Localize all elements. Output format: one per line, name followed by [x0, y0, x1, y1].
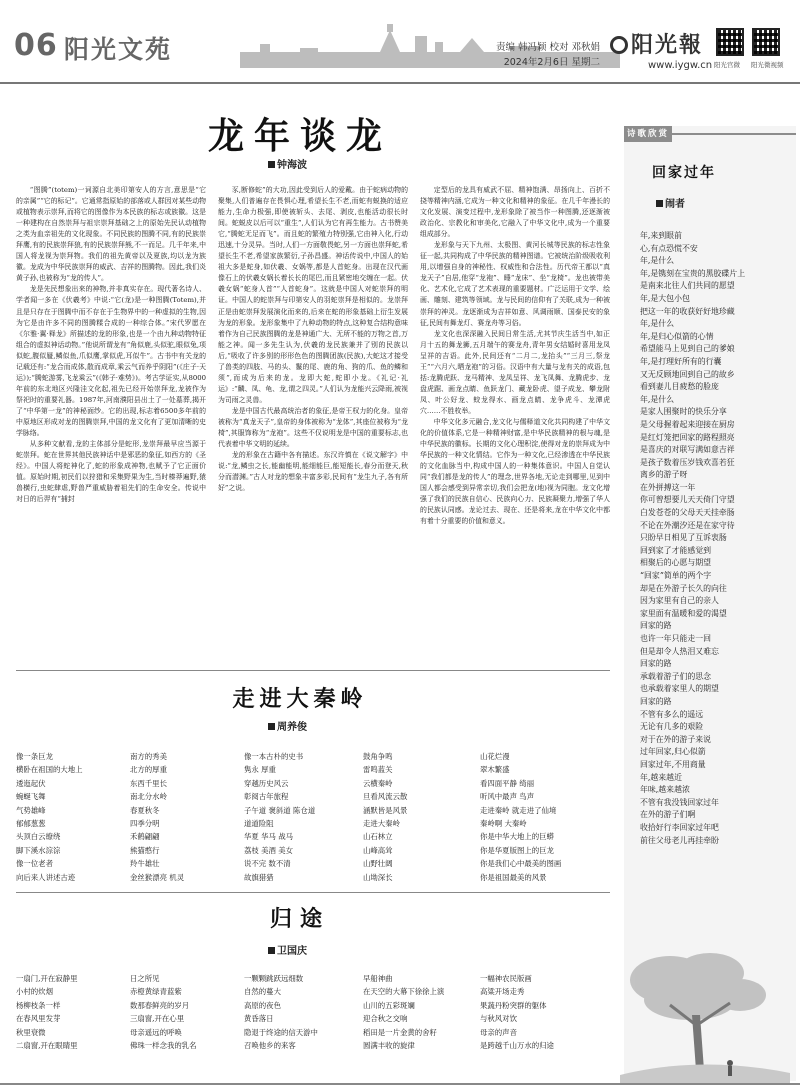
date-line: 2024年2月6日 星期二 — [503, 57, 600, 68]
poem-line: 向后来人讲述古迹 — [16, 872, 76, 882]
poem-line: 过年回家,归心似箭 — [640, 747, 706, 757]
poem-column — [16, 750, 83, 884]
tree-illustration — [600, 945, 800, 1085]
poem-line: 山石林立 — [363, 832, 393, 842]
poem-line: 山花烂漫 — [480, 752, 510, 761]
poem-line: 高原的夜色 — [244, 1000, 281, 1010]
masthead-rule — [0, 82, 800, 84]
poem-line: 高粱开场走秀 — [480, 987, 525, 997]
poem-column — [244, 972, 318, 1052]
poem-line: 彰阅古年旅程 — [244, 792, 289, 802]
poem-line: 二扇窗,开在眼睛里 — [16, 1041, 78, 1051]
poem-column — [480, 972, 554, 1052]
poem-line: 年,是什么 — [640, 394, 675, 404]
poem-line: 数那春鲜亮的岁月 — [130, 1000, 190, 1010]
poem-line: 母亲的声音 — [480, 1027, 517, 1037]
poem-line: 一幅神农民版画 — [480, 974, 532, 983]
poem-line: 郁郁葱葱 — [16, 819, 46, 829]
poem-line: 华夏 华马 战马 — [244, 832, 294, 842]
poem-line: 却是在外游子长久的向往 — [640, 583, 727, 593]
byline-author: 周养俊 — [277, 722, 307, 733]
poem-line: 横卧在祖国的大地上 — [16, 765, 83, 775]
poem-line: 隐退于终途的信天游中 — [244, 1027, 318, 1037]
poem-line: 不管有我没钱回家过年 — [640, 797, 719, 807]
poem-line: 是喜庆的对联写满如意吉祥 — [640, 445, 735, 455]
poem-line: 秦岭啊 大秦岭 — [480, 819, 527, 829]
section-divider — [16, 892, 610, 893]
poem-line: 四季分明 — [130, 819, 160, 829]
poem-line: 召唤他乡的来客 — [244, 1041, 296, 1051]
editor-line: 责编 韩冯颖 校对 邓秋娟 — [495, 42, 600, 53]
poem-byline — [268, 718, 307, 733]
poem-line: 希望能马上见到自己的爹娘 — [640, 344, 735, 354]
poem-line: 回家的路 — [640, 659, 672, 669]
article-paragraph: 从多种文献看,龙的主体部分是蛇形,龙崇拜最早应当源于蛇崇拜。蛇在世界其他民族神话中是邪恶的象征,如西方的《圣经》。中国人将蛇神化了,蛇的形象成神物,也赋予了它正面价值。原始时期,初民们以狩猎和采集野果为生,当时榛莽遍野,猿兽横行,虫蛇肆虐,野兽严重威胁着祖先们的生命安全。传说中对日的后羿有“捕封 — [16, 440, 206, 504]
poem-line: 南方的秀美 — [130, 752, 167, 761]
poem-line: 对于在外的游子来说 — [640, 734, 712, 744]
poem-line: 年,是打理好所有的行囊 — [640, 356, 722, 366]
poem-line: 年,越来越近 — [640, 772, 682, 782]
sidebar-tag-rule — [672, 133, 796, 135]
byline-author: 闹者 — [665, 199, 685, 210]
article-byline — [268, 156, 307, 171]
poem-line: 气势雄峰 — [16, 805, 46, 815]
poem-line: 也承载着家里人的期望 — [640, 684, 719, 694]
poem-line: 三扇窗,开在心里 — [130, 1014, 185, 1024]
article-paragraph: 龙形象与天下九州、太极图、黄河长城等民族的标志性象征一起,共同构成了中华民族的精神图谱。它被统治阶级吸收利用,以增强自身的神秘性、权威性和合法性。历代帝王都以“真龙天子”自居,他穿“龙袍”、睡“龙床”、坐“龙椅”。龙也被带美化、艺术化,它成了艺术表现的重要题材。广泛运用于文学、绘画、雕刻、建筑等领域。龙与民间的信仰有了关联,成为一种被崇拜的神灵。龙逐渐成为吉祥如意、风调雨顺、国泰民安的象征,民间有舞龙灯、赛龙舟等习俗。 — [420, 241, 610, 327]
qr-code-icon — [752, 28, 780, 56]
poem-line: 是红灯笼把回家的路程照亮 — [640, 432, 735, 442]
poem-line: 心,有点恐慌不安 — [640, 243, 698, 253]
poem-line: 说不完 数不清 — [244, 859, 291, 869]
poem-line: 把这一年的收获好好地珍藏 — [640, 306, 735, 316]
article-paragraph: 中华文化多元融合,龙文化与儒释道文化共同构建了中华文化的价值体系,它是一种精神财富,是中华民族精神的根与魂,是中华民族的徽标。长期的文化心理积淀,使得对龙的崇拜成为中华民族的一种文化情结。它作为一种文化,已经渗透在中华民族的文化血脉当中,构成中国人的一种集体意识。中国人自觉认同“我们都是龙的传人”的理念,世界各地,无论走到哪里,见到中国人都会感受到异常亲切,我们会把龙(地)视为同胞。龙文化增强了我们的民族自信心、民族向心力、民族凝聚力,增强了华人的民族认同感。龙论过去、现在、还是将来,龙在中华文化中都有着十分重要的价值和意义。 — [420, 417, 610, 526]
logo-mark-icon — [610, 36, 628, 54]
poem-line: 赤橙黄绿青蓝紫 — [130, 987, 182, 997]
article-paragraph: 龙是先民想象出来的神物,并非真实存在。现代著名诗人、学者闻一多在《伏羲考》中说:“它(龙)是一种图腾(Totem),并且是只存在于图腾中而不存在于生物界中的一种虚拟的生物,因为它是由许多不同的图腾糅合成的一种综合体。”宋代罗愿在《尔雅·翼·释龙》所描述的龙的形象,也是一个由九种动物特征组合的虚拟神话动物。”他说所谓龙有“角似鹿,头似驼,眼似兔,项似蛇,腹似蜃,鳞似鱼,爪似鹰,掌似虎,耳似牛”。古书中有关龙的记载还有:“龙合而成体,散而成章,乘云气而养乎阴阳”(《庄子·天运》);“腾蛇游雾,飞龙乘云”(《韩子·难势》)。考古学证实,从8000年前的东北地区兴隆洼文化起,祖先已经开始崇拜龙,龙被作为祭祀时的重要礼器。1987年,河南濮阳县出土了一处墓葬,揭开了“中华第一龙”的神秘面纱。它的出现,标志着6500多年前的中原地区形成对龙的图腾崇拜,中国的龙文化有了更加清晰的史学脉络。 — [16, 285, 206, 438]
sidebar-poem-title: 回家过年 — [652, 165, 716, 181]
poem-line: 是家人围聚时的快乐分享 — [640, 407, 727, 417]
poem-column — [363, 972, 444, 1052]
poem-line: 年味,越来越浓 — [640, 785, 690, 795]
poem-line: 不管有多么的遥远 — [640, 709, 704, 719]
byline-author: 钟海波 — [277, 160, 307, 171]
poem-line: 熊猫憨行 — [130, 845, 160, 855]
poem-line: 离乡的游子呀 — [640, 470, 688, 480]
poem-line: 穿越历史风云 — [244, 778, 289, 788]
footer-rule — [0, 1083, 800, 1085]
poem-line: 迎合秋之交响 — [363, 1014, 408, 1024]
poem-title: 归途 — [269, 906, 330, 932]
sidebar-byline — [656, 195, 685, 210]
section-name: 阳光文苑 — [64, 35, 173, 64]
poem-line: 家里面有温暖和爱的渴望 — [640, 608, 727, 618]
poem-line: 荔枝 美酒 美女 — [244, 845, 294, 855]
poem-line: 不论在外潮汐还是在家守待 — [640, 520, 735, 530]
poem-line: 杨柳枝条一样 — [16, 1000, 61, 1010]
poem-line: 像一本古朴的史书 — [244, 752, 304, 761]
poem-column — [130, 972, 197, 1052]
qr-label: 阳光微视频 — [751, 61, 784, 69]
article-paragraph: 龙是中国古代最高统治者的象征,是帝王权力的化身。皇帝被称为“真龙天子”,皇帝的身体被称为“龙体”,其座位被称为“龙椅”,其服饰称为“龙袍”。这些不仅说明龙是中国的重要标志,也代表着中华文明的延续。 — [218, 406, 408, 449]
article-paragraph: 定型后的龙具有威武不屈、精神饱满、昂扬向上、百折不挠等精神内涵,它成为一种文化和精神的象征。在几千年漫长的文化发展、演变过程中,龙形象除了被当作一种图腾,还逐渐被政治化、宗教化和审美化,它融入了中华文化中,成为一个重要组成部分。 — [420, 186, 610, 239]
poem-line: 你可曾想要儿天天倚门守望 — [640, 495, 735, 505]
poem-line: 是父母握着起来迎接在厨房 — [640, 419, 735, 429]
poem-line: 果蔬丹粉突群的躯体 — [480, 1000, 547, 1010]
article-title: 龙年谈龙 — [207, 115, 392, 157]
poem-line: 日之所见 — [130, 974, 160, 983]
poem-line: 一扇门,开在寂静里 — [16, 974, 78, 983]
poem-line: 东西千里长 — [130, 778, 167, 788]
logo-text: 阳光報 — [631, 32, 704, 58]
poem-line: 金丝猴漂亮 机灵 — [130, 872, 185, 882]
poem-line: 脚下溪水淙淙 — [16, 845, 61, 855]
poem-line: 是孩子数着压岁钱欢喜若狂 — [640, 457, 735, 467]
poem-line: 回到家了才能感觉到 — [640, 545, 712, 555]
poem-line: 是跨越千山万水的归途 — [480, 1041, 554, 1051]
poem-line: 看四面平静 绮丽 — [480, 778, 535, 788]
poem-column — [130, 750, 184, 884]
byline-square-icon — [268, 723, 275, 730]
poem-line: 鼓角争鸣 — [363, 752, 393, 761]
byline-square-icon — [268, 947, 275, 954]
poem-line: 你是我们心中最美的图画 — [480, 859, 562, 869]
poem-line: 山川的五彩斑斓 — [363, 1000, 415, 1010]
poem-line: 回家过年,不用商量 — [640, 759, 706, 769]
byline-author: 卫国庆 — [277, 946, 307, 957]
page-number: 06 — [14, 28, 58, 63]
poem-line: 前往父母老儿再挂牵盼 — [640, 835, 719, 845]
article-paragraph: 龙的形象在古籍中各有描述。东汉许慎在《说文解字》中说:“龙,鳞虫之长,能幽能明,能细能巨,能短能长,春分而登天,秋分而潜渊。”古人对龙的想象丰富多彩,民间有“龙生九子,各有所好”之说。 — [218, 451, 408, 493]
poem-line: 黄昏落日 — [244, 1014, 274, 1024]
article-paragraph: “图腾”(totem)一词源自北美印第安人的方言,意思是“它的亲属”“它的标记”。它通常指原始的部落或人群因对某些动物或植物表示崇拜,而将它的图像作为本民族的标志或族徽。这是一种建构在自然崇拜与祖宗崇拜基础之上的原始先民认动植物之类为血亲祖先的文化现象。不同民族的图腾不同,有的民族崇拜鹰,有的民族崇拜狼,有的民族崇拜熊,不一而足。几千年来,中国人将龙视为崇拜物。我们的祖先黄帝以及夏族,均以龙为族徽。龙成为中华民族崇拜的威武、吉祥的图腾物。因此,我们炎黄子孙,也被称为“龙的传人”。 — [16, 186, 206, 283]
poem-line: 与秋风对饮 — [480, 1014, 517, 1024]
poem-line: 逶迤起伏 — [16, 778, 46, 788]
poem-line: 因为家里有自己的亲人 — [640, 596, 719, 606]
poem-line: 小村的炊烟 — [16, 987, 53, 997]
poem-line: 子午道 褒斜道 陈仓道 — [244, 805, 316, 815]
poem-line: 翠木繁盛 — [480, 765, 510, 775]
qr-code-icon — [716, 28, 744, 56]
poem-line: 年,是什么 — [640, 319, 675, 329]
poem-line: 无论有几多的艰险 — [640, 722, 704, 732]
poem-column — [363, 750, 407, 884]
poem-line: 只盼早日相见了互诉衷肠 — [640, 533, 727, 543]
poem-line: 一颗颗跳跃远细数 — [244, 974, 304, 983]
poem-column — [16, 972, 77, 1052]
sidebar-poem-body — [640, 230, 790, 847]
poem-line: 云横秦岭 — [363, 778, 393, 788]
masthead — [0, 0, 800, 84]
poem-line: 年,是镌刻在宝贵的黑胶碟片上 — [640, 268, 746, 278]
poem-line: 蜿蜒飞舞 — [16, 792, 46, 802]
poem-line: 涵默皆是风景 — [363, 805, 408, 815]
poem-line: 在天空的大幕下徐徐上演 — [363, 987, 445, 997]
poem-line: 年,是大包小包 — [640, 293, 690, 303]
poem-line: 走进秦岭 就走进了仙境 — [480, 805, 557, 815]
poem-line: 在春风里发芽 — [16, 1014, 61, 1024]
poem-line: 走进大秦岭 — [363, 819, 400, 829]
poem-line: 听风中最声 鸟声 — [480, 792, 535, 802]
poem-line: 像一条巨龙 — [16, 752, 53, 761]
poem-line: 回家的路 — [640, 696, 672, 706]
poem-title: 走进大秦岭 — [232, 686, 368, 712]
byline-square-icon — [268, 161, 275, 168]
poem-line: 稻田是一片金黄的舍籽 — [363, 1027, 437, 1037]
article-column-3 — [420, 185, 610, 665]
sidebar-tag: 诗歌欣赏 — [624, 126, 672, 142]
poem-line: 佛珠一样念我的乳名 — [130, 1041, 197, 1051]
site-url[interactable]: www.iygw.cn — [648, 60, 713, 71]
poem-column — [480, 750, 561, 884]
poem-line: 南北分水岭 — [130, 792, 167, 802]
poem-line: 北方的厚重 — [130, 765, 167, 775]
article-column-2 — [218, 185, 408, 665]
poem-line: 自然的蔓大 — [244, 987, 281, 997]
poem-line: 山野壮阔 — [363, 859, 393, 869]
article-paragraph: 龙文化也深深融入民间日常生活,尤其节庆生活当中,如正月十五的舞龙狮,五月端午的赛龙舟,青年男女结婚时喜用龙凤呈祥的吉语。此外,民间还有“二月二,龙抬头”“三月三,祭龙王”“六月六,晒龙袍”的习俗。汉语中有大量与龙有关的成语,包括:龙腾虎跃、龙马精神、龙凤呈祥、龙飞凤舞、龙腾虎步、龙盘虎踞、画龙点睛、鱼跃龙门、藏龙卧虎、望子成龙、攀龙附凤、叶公好龙、蛟龙得水、画龙点睛、龙争虎斗、龙潭虎穴……不胜枚举。 — [420, 329, 610, 415]
poem-line: 旦看风流云散 — [363, 792, 408, 802]
poem-line: “回家”简单的两个字 — [640, 571, 712, 581]
poem-line: 收拾好行李回家过年吧 — [640, 822, 719, 832]
poem-line: 承载着游子们的思念 — [640, 671, 712, 681]
poem-line: 年,来到眼前 — [640, 231, 682, 240]
qr-label: 阳光官微 — [714, 61, 740, 69]
poem-line: 故旗猎猎 — [244, 872, 274, 882]
article-column-1 — [16, 185, 206, 665]
poem-line: 像一位老者 — [16, 859, 53, 869]
poem-line: 羚牛雄壮 — [130, 859, 160, 869]
poem-line: 母亲遥远的呼唤 — [130, 1027, 182, 1037]
poem-line: 年,是归心似箭的心情 — [640, 331, 714, 341]
poem-line: 早船神曲 — [363, 974, 393, 983]
masthead-meta — [470, 40, 600, 70]
poem-line: 是南来北往人们共同的愿望 — [640, 281, 735, 291]
poem-line: 但是却令人热泪又难忘 — [640, 646, 719, 656]
poem-line: 回家的路 — [640, 621, 672, 631]
poem-line: 你是中华大地上的巨蟒 — [480, 832, 554, 842]
poem-line: 圆满丰收的旋律 — [363, 1041, 415, 1051]
poem-line: 你是华夏版图上的巨龙 — [480, 845, 554, 855]
article-paragraph: 豕,断修蛇”的大功,因此受到后人的爱戴。由于蛇病动物的聚集,人们普遍存在畏惧心理,希望长生不老,而蛇有蜕换的适应能力,生命力极强,即使被斩头、去尾、剥皮,也能活动很长时间。蛇蜕皮以后可以“重生”,人们认为它有再生能力。古书赞美它,“腾蛇无足而飞”。而且蛇的繁殖力特别强,它由神入化,行动迅速,十分灵异。当时,人们一方面敬畏蛇,另一方面也崇拜蛇,希望长生不老,希望家族繁衍,子孙昌盛。神话传说中,中国人的始祖大多是蛇身,如伏羲、女娲等,都是人首蛇身。出现在汉代画像石上的伏羲女娲长着长长的尾巴,而且紧密地交缠在一起。伏羲女娲“蛇身人首”“人首蛇身”。这就是中国人对蛇崇拜的明证。中国人的蛇崇拜与印第安人的羽蛇崇拜是相似的。龙崇拜正是由蛇崇拜发展演化而来的,后来在蛇的形象基础上衍生发展为龙的形象。龙形象集中了九种动物的特点,这种复合结构意味着作为自己民族图腾的龙是神通广大、无所不能的万物之首,万能之神。闻一多先生认为,伏羲的龙民族兼并了别的民族以后,“吸收了许多别的形形色色的图腾团族(民族),大蛇这才接受了兽类的四肢、马的头、鬣的尾、鹿的角、狗的爪、鱼的鳞和须”,而成为后来的龙。龙即大蛇,蛇即小龙。《礼记·礼运》:“麟、凤、龟、龙,谓之四灵。”人们认为龙能兴云降雨,被视为司雨之灵兽。 — [218, 186, 408, 404]
poem-line: 秋里衰微 — [16, 1027, 46, 1037]
poem-line: 头顶白云缭绕 — [16, 832, 61, 842]
poem-line: 春夏秋冬 — [130, 805, 160, 815]
poem-line: 白发苍苍的父母天天挂牵肠 — [640, 508, 735, 518]
poem-line: 又无反顾地回到自己的故乡 — [640, 369, 735, 379]
poem-line: 雷鸣蓝关 — [363, 765, 393, 775]
poem-line: 看到妻儿目疲愁的脸庞 — [640, 382, 719, 392]
newspaper-logo — [610, 28, 703, 59]
poem-line: 山峰高耸 — [363, 845, 393, 855]
poem-line: 在外的游子们啊 — [640, 810, 696, 820]
poem-line: 年,是什么 — [640, 256, 675, 266]
poem-byline — [268, 942, 307, 957]
poem-line: 隽永 厚重 — [244, 765, 276, 775]
poem-line: 相聚后的心愿与期望 — [640, 558, 712, 568]
poem-line: 你是祖国最美的风景 — [480, 872, 547, 882]
poem-line: 在外拼搏这一年 — [640, 482, 696, 492]
byline-square-icon — [656, 200, 663, 207]
poem-line: 道道险阻 — [244, 819, 274, 829]
section-divider — [16, 670, 610, 671]
poem-line: 也许一年只能走一回 — [640, 634, 712, 643]
poem-column — [244, 750, 315, 884]
poem-line: 山坳深长 — [363, 872, 393, 882]
poem-line: 禾鹤翩翩 — [130, 832, 160, 842]
